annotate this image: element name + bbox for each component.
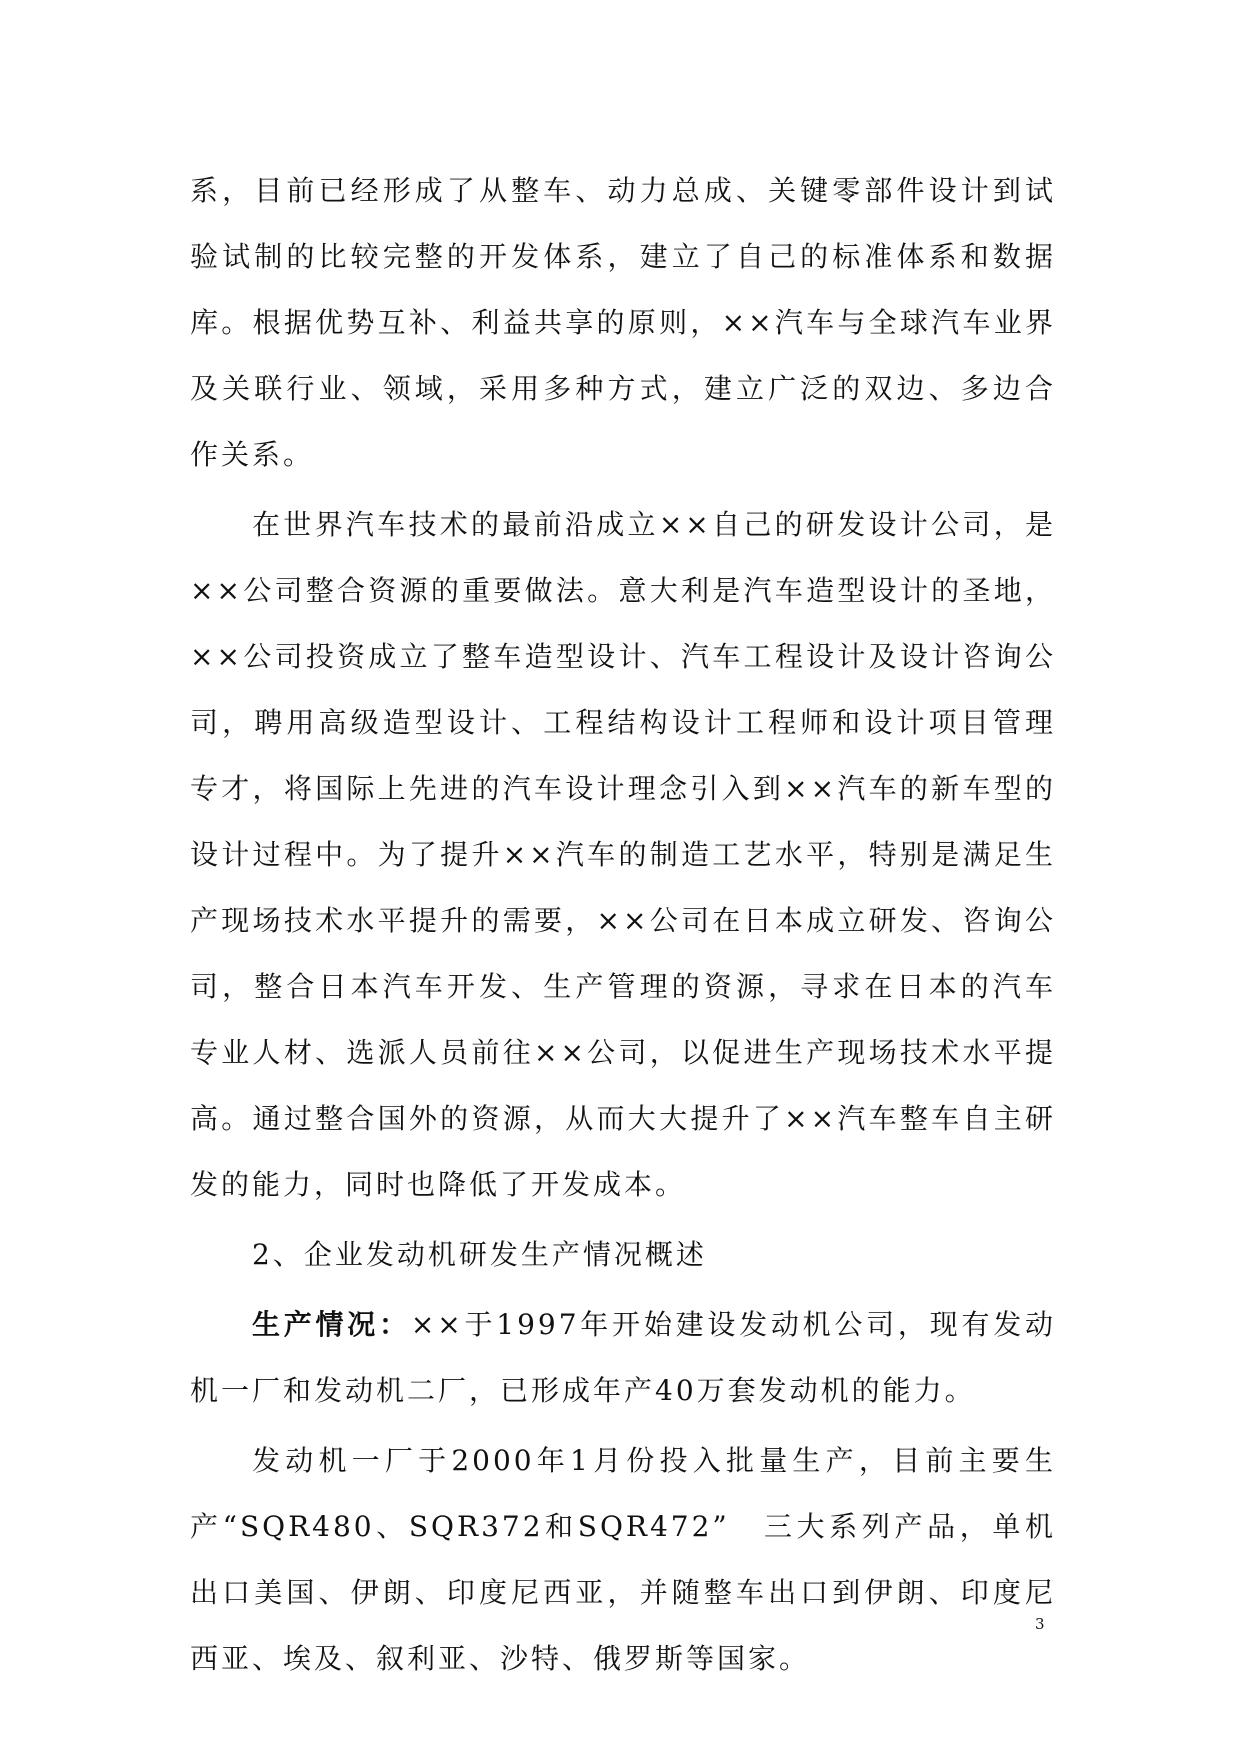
document-body <box>190 158 1056 1692</box>
paragraph-overseas-design: 在世界汽车技术的最前沿成立××自己的研发设计公司，是××公司整合资源的重要做法。意大利是汽车造型设计的圣地，××公司投资成立了整车造型设计、汽车工程设计及设计咨询公司，聘用高级造型设计、工程结构设计工程师和设计项目管理专才，将国际上先进的汽车设计理念引入到××汽车的新车型的设计过程中。为了提升××汽车的制造工艺水平，特别是满足生产现场技术水平提升的需要，××公司在日本成立研发、咨询公司，整合日本汽车开发、生产管理的资源，寻求在日本的汽车专业人材、选派人员前往××公司，以促进生产现场技术水平提高。通过整合国外的资源，从而大大提升了××汽车整车自主研发的能力，同时也降低了开发成本。 <box>190 508 1056 1201</box>
page-number: 3 <box>1035 1615 1045 1633</box>
production-status-label: 生产情况： <box>252 1308 411 1341</box>
paragraph-production-status <box>190 1292 1056 1424</box>
section-heading-engine: 2、企业发动机研发生产情况概述 <box>252 1238 707 1271</box>
paragraph-cooperation: 系，目前已经形成了从整车、动力总成、关键零部件设计到试验试制的比较完整的开发体系，建立了自己的标准体系和数据库。根据优势互补、利益共享的原则，××汽车与全球汽车业界及关联行业、领域，采用多种方式，建立广泛的双边、多边合作关系。 <box>190 174 1056 471</box>
paragraph-engine-plant-one: 发动机一厂于2000年1月份投入批量生产，目前主要生产“SQR480、SQR372和SQR472” 三大系列产品，单机出口美国、伊朗、印度尼西亚，并随整车出口到伊朗、印度尼西亚、埃及、叙利亚、沙特、俄罗斯等国家。 <box>190 1444 1056 1675</box>
production-status-text: ××于1997年开始建设发动机公司，现有发动机一厂和发动机二厂，已形成年产40万套发动机的能力。 <box>190 1308 1056 1407</box>
